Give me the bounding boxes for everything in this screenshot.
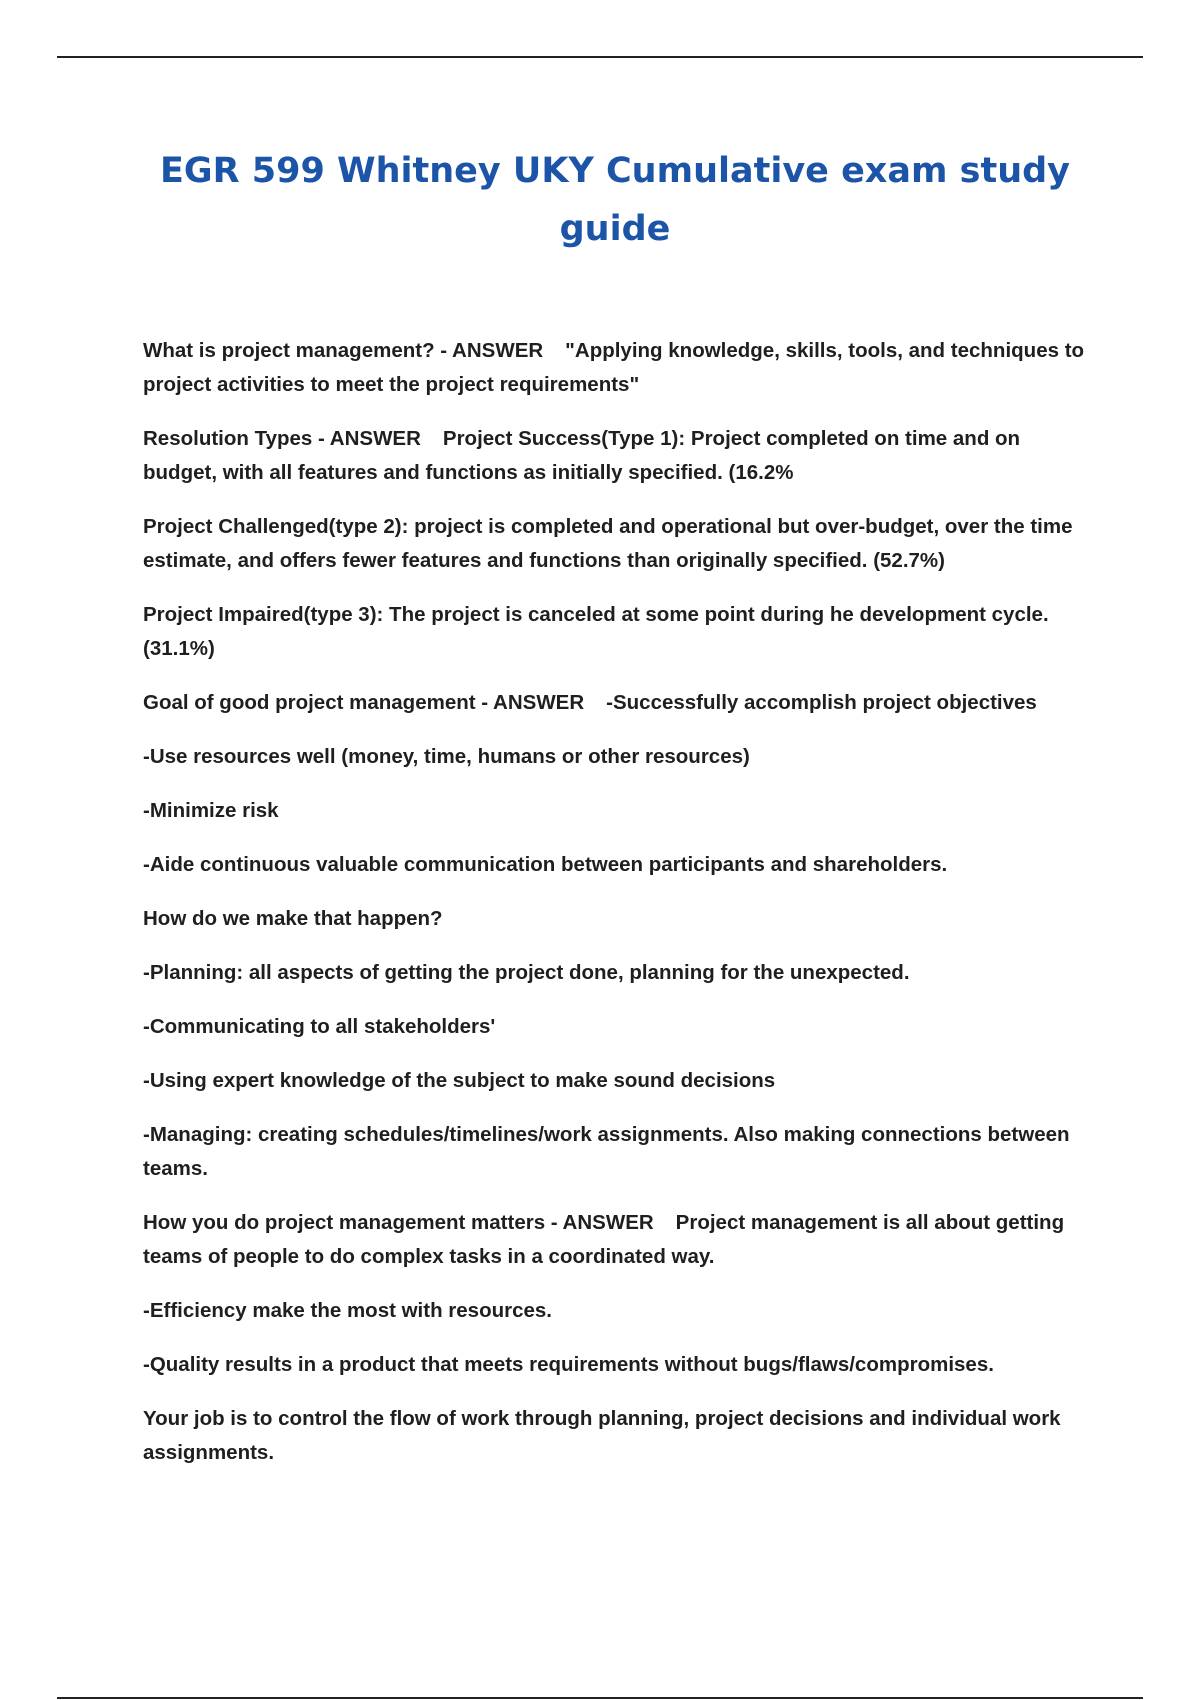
question-text: Goal of good project management - ANSWER — [143, 691, 585, 714]
body-paragraph: Your job is to control the flow of work through planning, project decisions and individual work assignments. — [143, 1407, 1061, 1464]
qa-paragraph — [143, 1206, 1098, 1274]
body-paragraph: -Managing: creating schedules/timelines/work assignments. Also making connections between teams. — [143, 1123, 1070, 1180]
body-paragraph: -Minimize risk — [143, 799, 279, 822]
answer-text: "Applying knowledge, skills, tools, and techniques to project activities to meet the project requirements" — [143, 339, 1085, 396]
top-divider — [57, 56, 1143, 58]
qa-paragraph — [143, 422, 1098, 490]
document-body — [143, 334, 1098, 1490]
body-paragraph: -Using expert knowledge of the subject to make sound decisions — [143, 1069, 776, 1092]
body-paragraph: -Planning: all aspects of getting the project done, planning for the unexpected. — [143, 961, 910, 984]
body-paragraph: -Quality results in a product that meets requirements without bugs/flaws/compromises. — [143, 1353, 994, 1376]
body-paragraph: -Communicating to all stakeholders' — [143, 1015, 496, 1038]
question-text: What is project management? - ANSWER — [143, 339, 544, 362]
body-paragraph: How do we make that happen? — [143, 907, 443, 930]
answer-text: Project management is all about getting teams of people to do complex tasks in a coordinated way. — [143, 1211, 1065, 1268]
question-text: How you do project management matters - ANSWER — [143, 1211, 654, 1234]
question-text: Resolution Types - ANSWER — [143, 427, 421, 450]
qa-paragraph — [143, 686, 1098, 720]
body-paragraph: -Aide continuous valuable communication between participants and shareholders. — [143, 853, 948, 876]
body-paragraph: -Use resources well (money, time, humans or other resources) — [143, 745, 750, 768]
answer-text: Project Success(Type 1): Project completed on time and on budget, with all features and functions as initially specified. (16.2% — [143, 427, 1021, 484]
body-paragraph: Project Challenged(type 2): project is completed and operational but over-budget, over the time estimate, and offers fewer features and functions than originally specified. (52.7%) — [143, 515, 1073, 572]
body-paragraph: -Efficiency make the most with resources. — [143, 1299, 552, 1322]
body-paragraph: Project Impaired(type 3): The project is canceled at some point during he development cycle. (31.1%) — [143, 603, 1049, 660]
qa-paragraph — [143, 334, 1098, 402]
bottom-divider — [57, 1697, 1143, 1699]
document-title: EGR 599 Whitney UKY Cumulative exam study guide — [160, 151, 1070, 249]
answer-text: -Successfully accomplish project objectives — [606, 691, 1037, 714]
